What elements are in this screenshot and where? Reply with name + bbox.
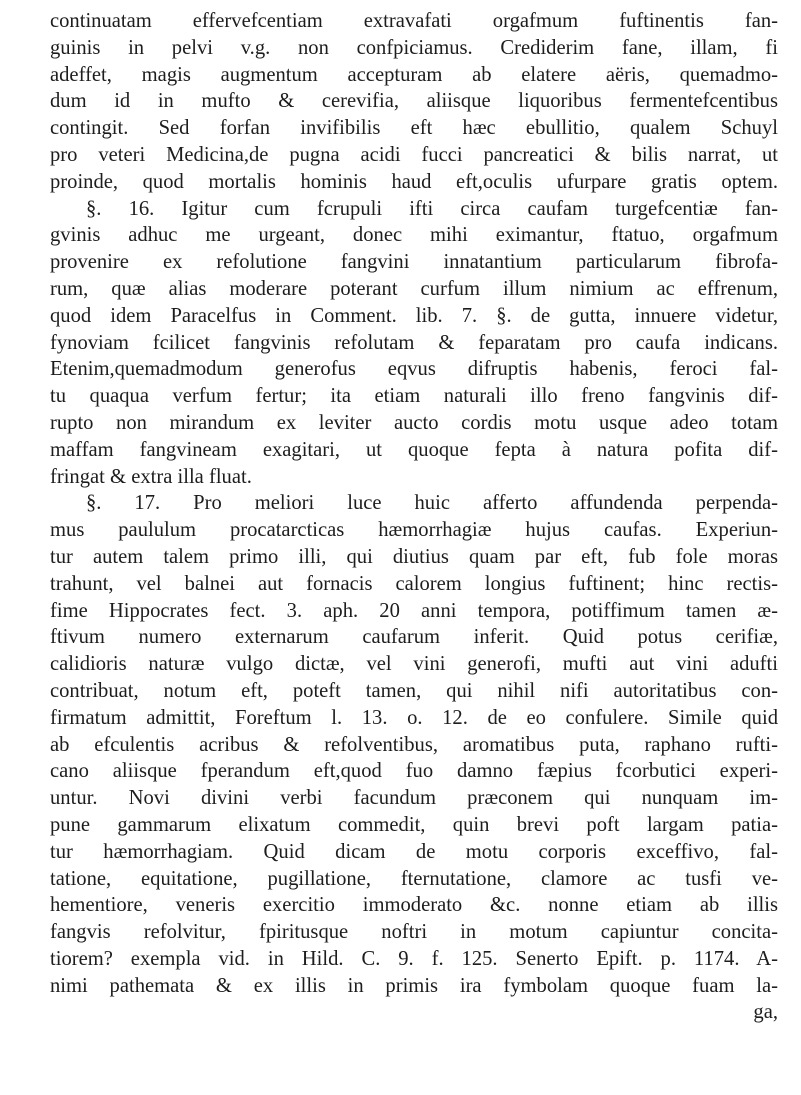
text-line: nimi pathemata & ex illis in primis ira fymbolam quoque fuam la- xyxy=(50,974,778,997)
paragraph-end-line: fringat & extra illa fluat. xyxy=(50,465,252,488)
text-line: cano aliisque fperandum eft,quod fuo damno fæpius fcorbutici experi- xyxy=(50,760,778,783)
text-line: maffam fangvineam exagitari, ut quoque fepta à natura pofita dif- xyxy=(50,438,778,461)
section-heading-line: §. 16. Igitur cum fcrupuli ifti circa caufam turgefcentiæ fan- xyxy=(86,197,778,220)
catchword-line: ga, xyxy=(753,1001,778,1024)
text-line: Etenim,quemadmodum generofus eqvus difruptis habenis, feroci fal- xyxy=(50,358,778,381)
section-heading-line: §. 17. Pro meliori luce huic afferto affundenda perpenda- xyxy=(86,492,778,515)
text-line: guinis in pelvi v.g. non confpiciamus. Crediderim fane, illam, fi xyxy=(50,36,778,59)
text-line: tiorem? exempla vid. in Hild. C. 9. f. 125. Senerto Epift. p. 1174. A- xyxy=(50,947,778,970)
text-line: provenire ex refolutione fangvini innatantium particularum fibrofa- xyxy=(50,251,778,274)
text-line: dum id in mufto & cerevifia, aliisque liquoribus fermentefcentibus xyxy=(50,90,778,113)
text-line: gvinis adhuc me urgeant, donec mihi eximantur, ftatuo, orgafmum xyxy=(50,224,778,247)
text-line: ftivum numero externarum caufarum inferit. Quid potus cerifiæ, xyxy=(50,626,778,649)
text-line: mus paululum procatarcticas hæmorrhagiæ hujus caufas. Experiun- xyxy=(50,519,778,542)
text-line: continuatam effervefcentiam extravafati orgafmum fuftinentis fan- xyxy=(50,10,778,32)
text-line: tu quaqua verfum fertur; ita etiam naturali illo freno fangvinis dif- xyxy=(50,385,778,408)
page-text-block xyxy=(50,8,778,1026)
text-line: pro veteri Medicina,de pugna acidi fucci pancreatici & bilis narrat, ut xyxy=(50,143,778,166)
text-line: hementiore, veneris exercitio immoderato &c. nonne etiam ab illis xyxy=(50,894,778,917)
text-line: trahunt, vel balnei aut fornacis calorem longius fuftinent; hinc rectis- xyxy=(50,572,778,595)
text-line: calidioris naturæ vulgo dictæ, vel vini generofi, mufti aut vini adufti xyxy=(50,653,778,676)
text-line: contingit. Sed forfan invifibilis eft hæc ebullitio, qualem Schuyl xyxy=(50,117,778,140)
text-line: ab efculentis acribus & refolventibus, aromatibus puta, raphano rufti- xyxy=(50,733,778,756)
text-line: untur. Novi divini verbi facundum præconem qui nunquam im- xyxy=(50,787,778,810)
text-line: proinde, quod mortalis hominis haud eft,oculis ufurpare gratis optem. xyxy=(50,170,778,193)
text-line: fime Hippocrates fect. 3. aph. 20 anni tempora, potiffimum tamen æ- xyxy=(50,599,778,622)
text-line: pune gammarum elixatum commedit, quin brevi poft largam patia- xyxy=(50,813,778,836)
text-line: adeffet, magis augmentum accepturam ab elatere aëris, quemadmo- xyxy=(50,63,778,86)
text-line: tur hæmorrhagiam. Quid dicam de motu corporis exceffivo, fal- xyxy=(50,840,778,863)
text-line: contribuat, notum eft, poteft tamen, qui nihil nifi autoritatibus con- xyxy=(50,679,778,702)
text-line: firmatum admittit, Foreftum l. 13. o. 12. de eo confulere. Simile quid xyxy=(50,706,778,729)
text-line: quod idem Paracelfus in Comment. lib. 7. §. de gutta, innuere videtur, xyxy=(50,304,778,327)
text-line: fangvis refolvitur, fpiritusque noftri in motum capiuntur concita- xyxy=(50,921,778,944)
text-line: fynoviam fcilicet fangvinis refolutam & feparatam pro caufa indicans. xyxy=(50,331,778,354)
text-line: tatione, equitatione, pugillatione, fternutatione, clamore ac tusfi ve- xyxy=(50,867,778,890)
text-line: rupto non mirandum ex leviter aucto cordis motu usque adeo totam xyxy=(50,411,778,434)
text-line: rum, quæ alias moderare poterant curfum illum nimium ac effrenum, xyxy=(50,277,778,300)
text-line: tur autem talem primo illi, qui diutius quam par eft, fub fole moras xyxy=(50,545,778,568)
